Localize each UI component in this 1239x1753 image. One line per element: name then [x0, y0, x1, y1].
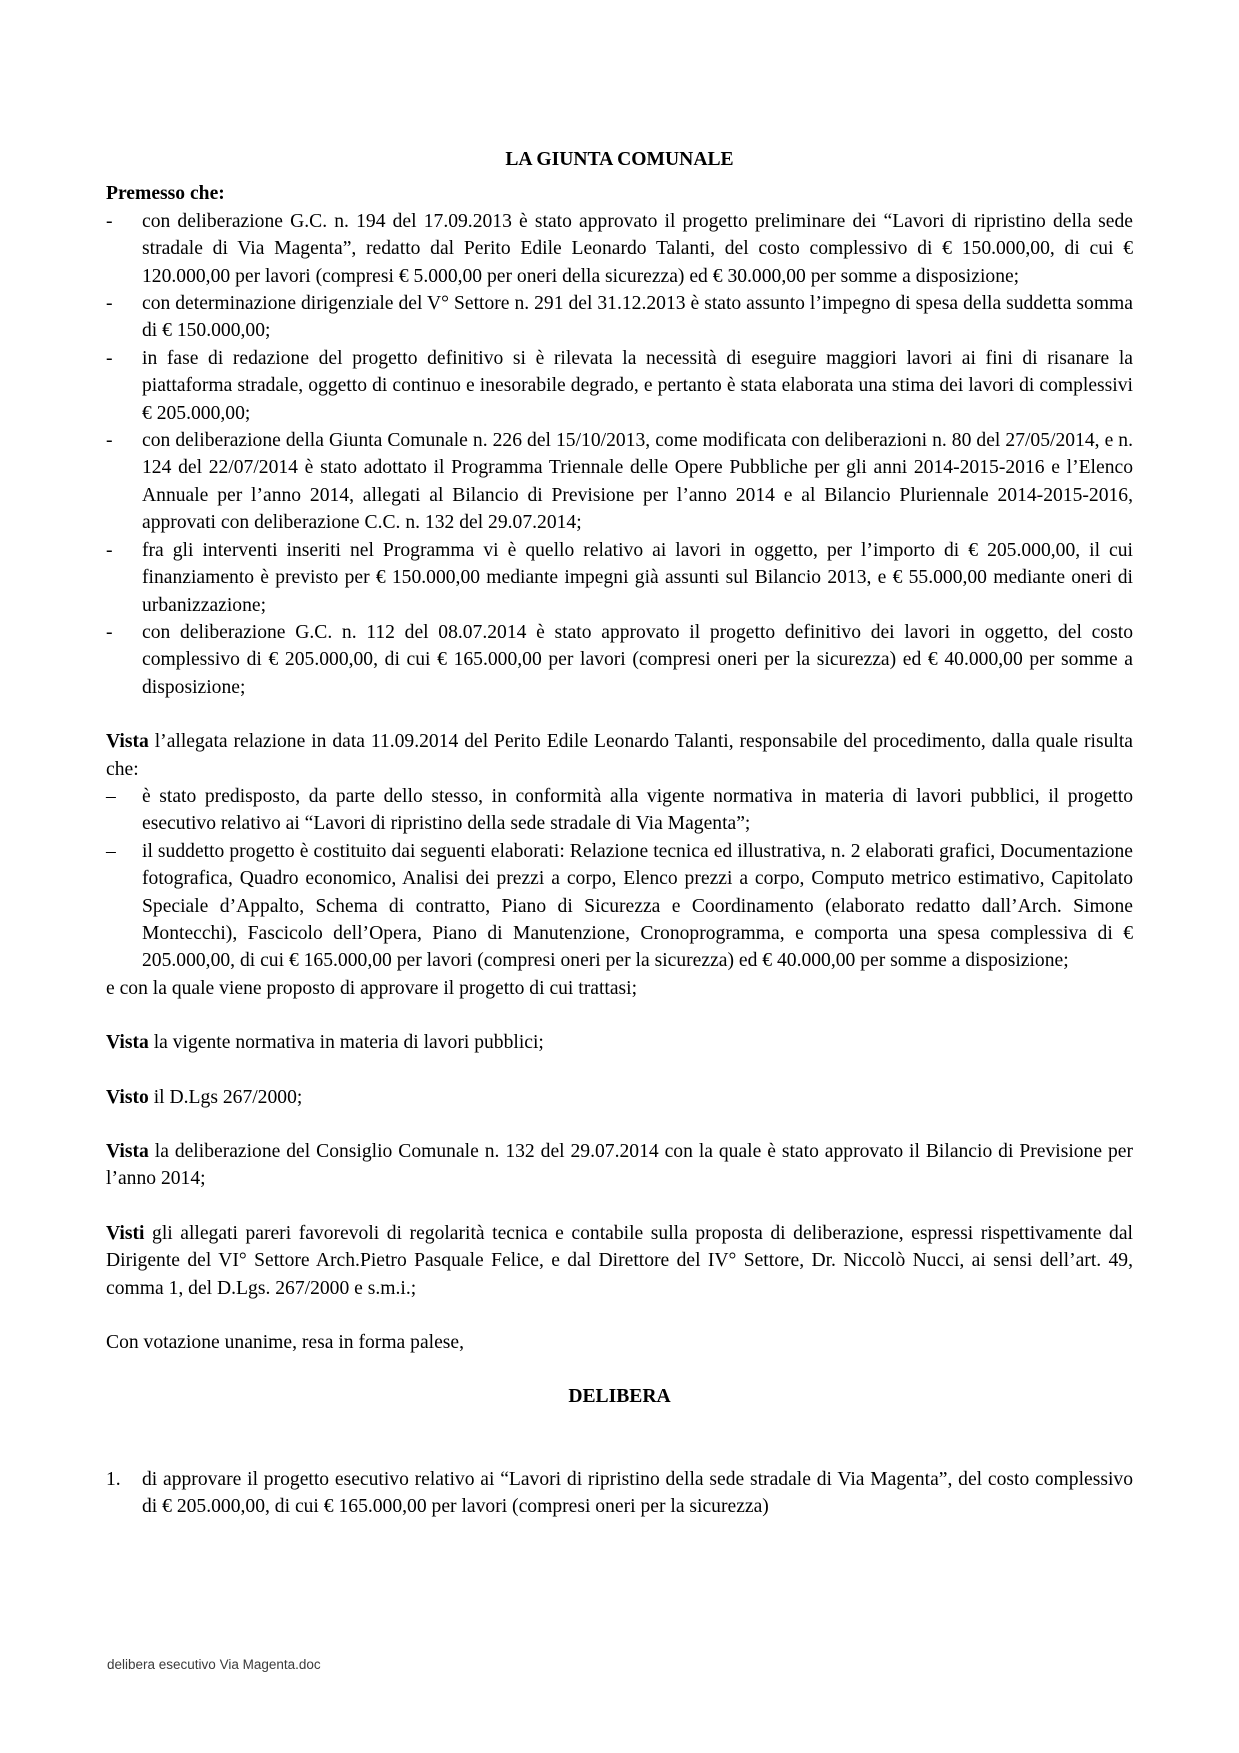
relazione-list: [106, 783, 1133, 975]
delibera-item-1: [106, 1466, 1133, 1521]
list-item-text: con deliberazione G.C. n. 112 del 08.07.2014 è stato approvato il progetto definitivo dei lavori in oggetto, del costo complessivo di € 205.000,00, di cui € 165.000,00 per lavori (compresi oneri per la sicurezza) ed € 40.000,00 per somme a disposizione;: [142, 621, 1133, 698]
list-item: [106, 208, 1133, 290]
list-item-text: con deliberazione della Giunta Comunale n. 226 del 15/10/2013, come modificata con deliberazioni n. 80 del 27/05/2014, e n. 124 del 22/07/2014 è stato adottato il Programma Triennale delle Opere Pubbliche per gli anni 2014-2015-2016 e l’Elenco Annuale per l’anno 2014, allegati al Bilancio di Previsione per l’anno 2014 e al Bilancio Pluriennale 2014-2015-2016, approvati con deliberazione C.C. n. 132 del 29.07.2014;: [142, 430, 1133, 534]
paragraph-vista-deliberazione: [106, 1138, 1133, 1193]
paragraph-visti-pareri: [106, 1220, 1133, 1302]
list-item-text: in fase di redazione del progetto definitivo si è rilevata la necessità di eseguire maggiori lavori ai fini di risanare la piattaforma stradale, oggetto di continuo e inesorabile degrado, e pertanto è stata elaborata una stima dei lavori di complessivi € 205.000,00;: [142, 347, 1133, 424]
paragraph-text: l’allegata relazione in data 11.09.2014 del Perito Edile Leonardo Talanti, responsabile del procedimento, dalla quale risulta che:: [106, 731, 1133, 780]
list-item: [106, 345, 1133, 427]
list-item: [106, 290, 1133, 345]
list-marker: –: [106, 785, 116, 807]
paragraph-lead: Vista: [106, 1141, 149, 1162]
document-title: LA GIUNTA COMUNALE: [505, 149, 734, 170]
list-item-text: con determinazione dirigenziale del V° Settore n. 291 del 31.12.2013 è stato assunto l’impegno di spesa della suddetta somma di € 150.000,00;: [142, 293, 1133, 342]
paragraph-visto-dlgs: [106, 1084, 1133, 1111]
list-item: [106, 537, 1133, 619]
paragraph-text: gli allegati pareri favorevoli di regolarità tecnica e contabile sulla proposta di deliberazione, espressi rispettivamente dal Dirigente del VI° Settore Arch.Pietro Pasquale Felice, e dal Direttore del IV° Settore, Dr. Niccolò Nucci, ai sensi dell’art. 49, comma 1, del D.Lgs. 267/2000 e s.m.i.;: [106, 1222, 1133, 1299]
item-number: 1.: [106, 1468, 121, 1490]
paragraph-text: la vigente normativa in materia di lavori pubblici;: [148, 1032, 544, 1054]
list-marker: -: [106, 210, 113, 232]
paragraph-votazione: Con votazione unanime, resa in forma palese,: [106, 1332, 465, 1354]
list-item-text: fra gli interventi inseriti nel Programma vi è quello relativo ai lavori in oggetto, per l’importo di € 205.000,00, il cui finanziamento è previsto per € 150.000,00 mediante impegni già assunti sul Bilancio 2013, e € 55.000,00 mediante oneri di urbanizzazione;: [142, 539, 1133, 616]
paragraph-lead: Visti: [106, 1222, 145, 1244]
list-item-text: con deliberazione G.C. n. 194 del 17.09.2013 è stato approvato il progetto preliminare dei “Lavori di ripristino della sede stradale di Via Magenta”, redatto dal Perito Edile Leonardo Talanti, del costo complessivo di € 150.000,00, di cui € 120.000,00 per lavori (compresi € 5.000,00 per oneri della sicurezza) ed € 30.000,00 per somme a disposizione;: [142, 210, 1133, 287]
list-marker: -: [106, 621, 113, 643]
list-item-text: il suddetto progetto è costituito dai seguenti elaborati: Relazione tecnica ed illustrativa, n. 2 elaborati grafici, Documentazione fotografica, Quadro economico, Analisi dei prezzi a corpo, Elenco prezzi a corpo, Computo metrico estimativo, Capitolato Speciale d’Appalto, Schema di contratto, Piano di Sicurezza e Coordinamento (elaborato redatto dall’Arch. Simone Montecchi), Fascicolo dell’Opera, Piano di Manutenzione, Cronoprogramma, e comporta una spesa complessiva di € 205.000,00, di cui € 165.000,00 per lavori (compresi oneri per la sicurezza) ed € 40.000,00 per somme a disposizione;: [142, 840, 1133, 972]
list-marker: -: [106, 539, 113, 561]
delibera-heading: DELIBERA: [568, 1386, 671, 1408]
paragraph-relazione-closing: e con la quale viene proposto di approvare il progetto di cui trattasi;: [106, 977, 638, 999]
list-item: [106, 427, 1133, 537]
list-item: [106, 783, 1133, 838]
list-marker: –: [106, 840, 116, 862]
list-item-text: di approvare il progetto esecutivo relativo ai “Lavori di ripristino della sede stradale di Via Magenta”, del costo complessivo di € 205.000,00, di cui € 165.000,00 per lavori (compresi oneri per la sicurezza): [142, 1468, 1133, 1518]
paragraph-text: la deliberazione del Consiglio Comunale n. 132 del 29.07.2014 con la quale è stato approvato il Bilancio di Previsione per l’anno 2014;: [106, 1141, 1133, 1190]
list-item: [106, 838, 1133, 975]
list-item: [106, 619, 1133, 701]
delibera-list: [106, 1466, 1133, 1521]
paragraph-lead: Vista: [106, 1032, 149, 1054]
paragraph-text: il D.Lgs 267/2000;: [148, 1086, 303, 1108]
paragraph-vista-relazione: [106, 728, 1133, 783]
paragraph-lead: Vista: [106, 731, 149, 753]
footer-filename: delibera esecutivo Via Magenta.doc: [107, 1657, 321, 1672]
list-marker: -: [106, 347, 113, 369]
premise-heading: Premesso che:: [106, 183, 225, 205]
list-marker: -: [106, 430, 113, 452]
premise-list: [106, 208, 1133, 701]
paragraph-lead: Visto: [106, 1086, 149, 1108]
paragraph-vista-normativa: [106, 1029, 1133, 1056]
list-marker: -: [106, 293, 113, 315]
list-item-text: è stato predisposto, da parte dello stesso, in conformità alla vigente normativa in materia di lavori pubblici, il progetto esecutivo relativo ai “Lavori di ripristino della sede stradale di Via Magenta”;: [142, 785, 1133, 835]
